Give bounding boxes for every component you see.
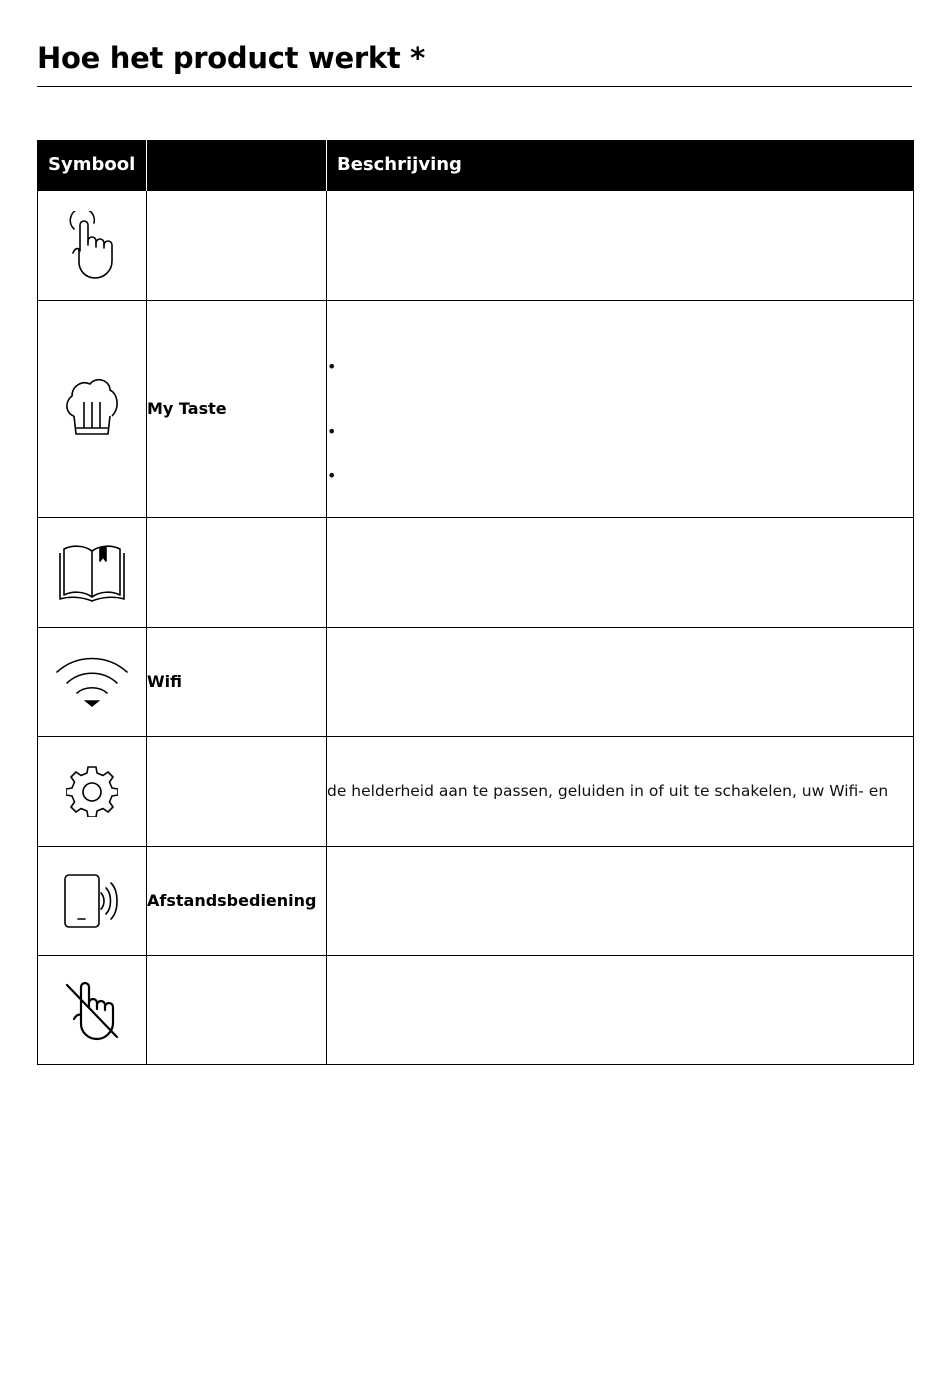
page-title: Hoe het product werkt * [37, 41, 426, 75]
wifi-icon [55, 656, 129, 708]
table-row [38, 300, 914, 517]
icon-cell [38, 300, 147, 517]
table-row [38, 627, 914, 736]
table-header-row [38, 140, 914, 190]
icon-cell [38, 190, 147, 300]
table-row [38, 846, 914, 955]
symbol-name: My Taste [147, 300, 327, 517]
bullet-list [327, 301, 913, 516]
symbol-description [327, 846, 914, 955]
symbol-description [327, 517, 914, 627]
symbol-table [37, 140, 914, 1065]
icon-cell [38, 517, 147, 627]
symbol-description [327, 627, 914, 736]
touch-lock-icon [63, 979, 121, 1041]
table-row [38, 517, 914, 627]
list-item: • [327, 422, 337, 441]
symbol-name [147, 736, 327, 846]
title-divider [37, 86, 912, 87]
recipe-book-icon [58, 541, 126, 603]
header-name [147, 140, 327, 190]
table-row [38, 190, 914, 300]
header-symbol: Symbool [38, 140, 147, 190]
symbol-name [147, 955, 327, 1064]
symbol-name [147, 517, 327, 627]
touch-hand-icon [68, 211, 116, 279]
icon-cell [38, 627, 147, 736]
list-item: • [327, 466, 337, 485]
icon-cell [38, 736, 147, 846]
symbol-description [327, 190, 914, 300]
symbol-description [327, 300, 914, 517]
list-item: • [327, 357, 337, 376]
gear-icon [66, 765, 118, 817]
table-row [38, 736, 914, 846]
table-row [38, 955, 914, 1064]
symbol-name: Wifi [147, 627, 327, 736]
remote-phone-icon [63, 873, 121, 929]
symbol-description: de helderheid aan te passen, geluiden in of uit te schakelen, uw Wifi- en [327, 736, 914, 846]
icon-cell [38, 955, 147, 1064]
symbol-name [147, 190, 327, 300]
symbol-description [327, 955, 914, 1064]
icon-cell [38, 846, 147, 955]
symbol-name: Afstandsbediening [147, 846, 327, 955]
chef-hat-icon [64, 376, 120, 442]
header-description: Beschrijving [327, 140, 914, 190]
